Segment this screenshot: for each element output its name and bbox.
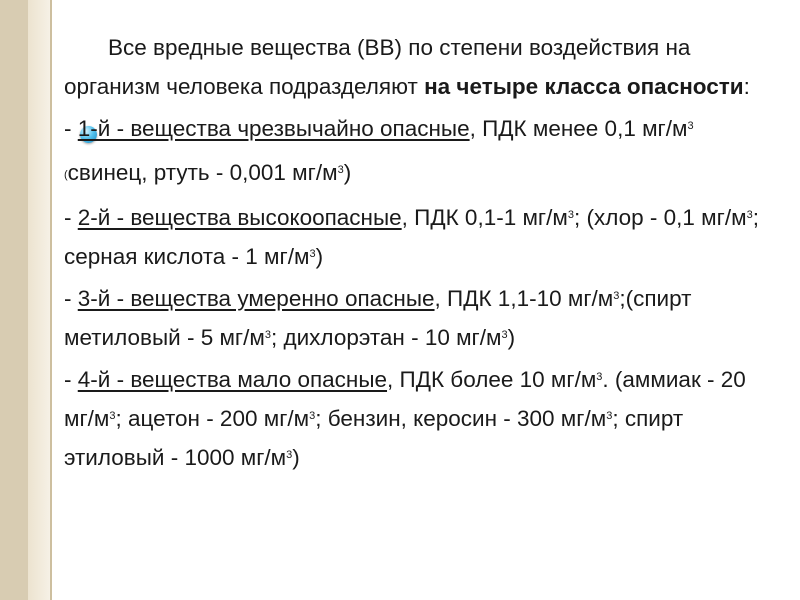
class-name: 1-й - вещества чрезвычайно опасные bbox=[77, 116, 470, 141]
item-dash: - bbox=[64, 367, 78, 392]
intro-bold: на четыре класса опасности bbox=[424, 74, 744, 99]
intro-text: Все вредные вещества (ВВ) по степени воздействия на организм человека подразделяют bbox=[64, 35, 691, 99]
superscript: 3 bbox=[264, 329, 271, 341]
superscript: 3 bbox=[687, 120, 694, 132]
superscript: 3 bbox=[746, 209, 753, 221]
item-dash: - bbox=[64, 116, 78, 141]
class-item-4 bbox=[64, 360, 764, 477]
close-paren: ) bbox=[292, 445, 300, 470]
class-example: свинец, ртуть - 0,001 мг/м bbox=[67, 160, 338, 185]
open-paren: ( bbox=[64, 169, 68, 181]
class-example: ; бензин, керосин - 300 мг/м bbox=[315, 406, 607, 431]
class-example: ; (хлор - 0,1 мг/м bbox=[573, 205, 747, 230]
superscript: 3 bbox=[309, 248, 316, 260]
decorative-band bbox=[0, 0, 28, 600]
class-limit: , ПДК 0,1-1 мг/м bbox=[401, 205, 568, 230]
class-item-1 bbox=[64, 109, 764, 195]
close-paren: ) bbox=[343, 160, 352, 185]
class-name: 4-й - вещества мало опасные bbox=[77, 367, 388, 392]
superscript: 3 bbox=[109, 410, 116, 422]
slide-body bbox=[64, 28, 764, 477]
superscript: 3 bbox=[567, 209, 574, 221]
intro-paragraph bbox=[64, 28, 764, 106]
superscript: 3 bbox=[596, 371, 603, 383]
class-item-3 bbox=[64, 279, 764, 357]
class-name: 3-й - вещества умеренно опасные bbox=[77, 286, 435, 311]
item-dash: - bbox=[64, 205, 78, 230]
class-limit: , ПДК более 10 мг/м bbox=[387, 367, 597, 392]
class-example: ; серная кислота - 1 мг/м bbox=[64, 205, 759, 269]
intro-end: : bbox=[743, 74, 750, 99]
item-dash: - bbox=[64, 286, 78, 311]
superscript: 3 bbox=[606, 410, 613, 422]
superscript: 3 bbox=[337, 164, 344, 176]
close-paren: ) bbox=[507, 325, 516, 350]
class-example: ; дихлорэтан - 10 мг/м bbox=[270, 325, 502, 350]
class-limit: , ПДК 1,1-10 мг/м bbox=[434, 286, 614, 311]
superscript: 3 bbox=[309, 410, 316, 422]
class-example: ;(спирт метиловый - 5 мг/м bbox=[64, 286, 692, 350]
decorative-band-light bbox=[28, 0, 50, 600]
class-example: ; спирт этиловый - 1000 мг/м bbox=[64, 406, 684, 470]
close-paren: ) bbox=[315, 244, 324, 269]
superscript: 3 bbox=[286, 449, 293, 461]
superscript: 3 bbox=[501, 329, 508, 341]
class-example: ; ацетон - 200 мг/м bbox=[115, 406, 310, 431]
superscript: 3 bbox=[613, 290, 620, 302]
class-limit: , ПДК менее 0,1 мг/м bbox=[469, 116, 688, 141]
class-example: . (аммиак - 20 мг/м bbox=[64, 367, 746, 431]
class-name: 2-й - вещества высокоопасные bbox=[77, 205, 402, 230]
class-item-2 bbox=[64, 198, 764, 276]
decorative-divider bbox=[50, 0, 52, 600]
